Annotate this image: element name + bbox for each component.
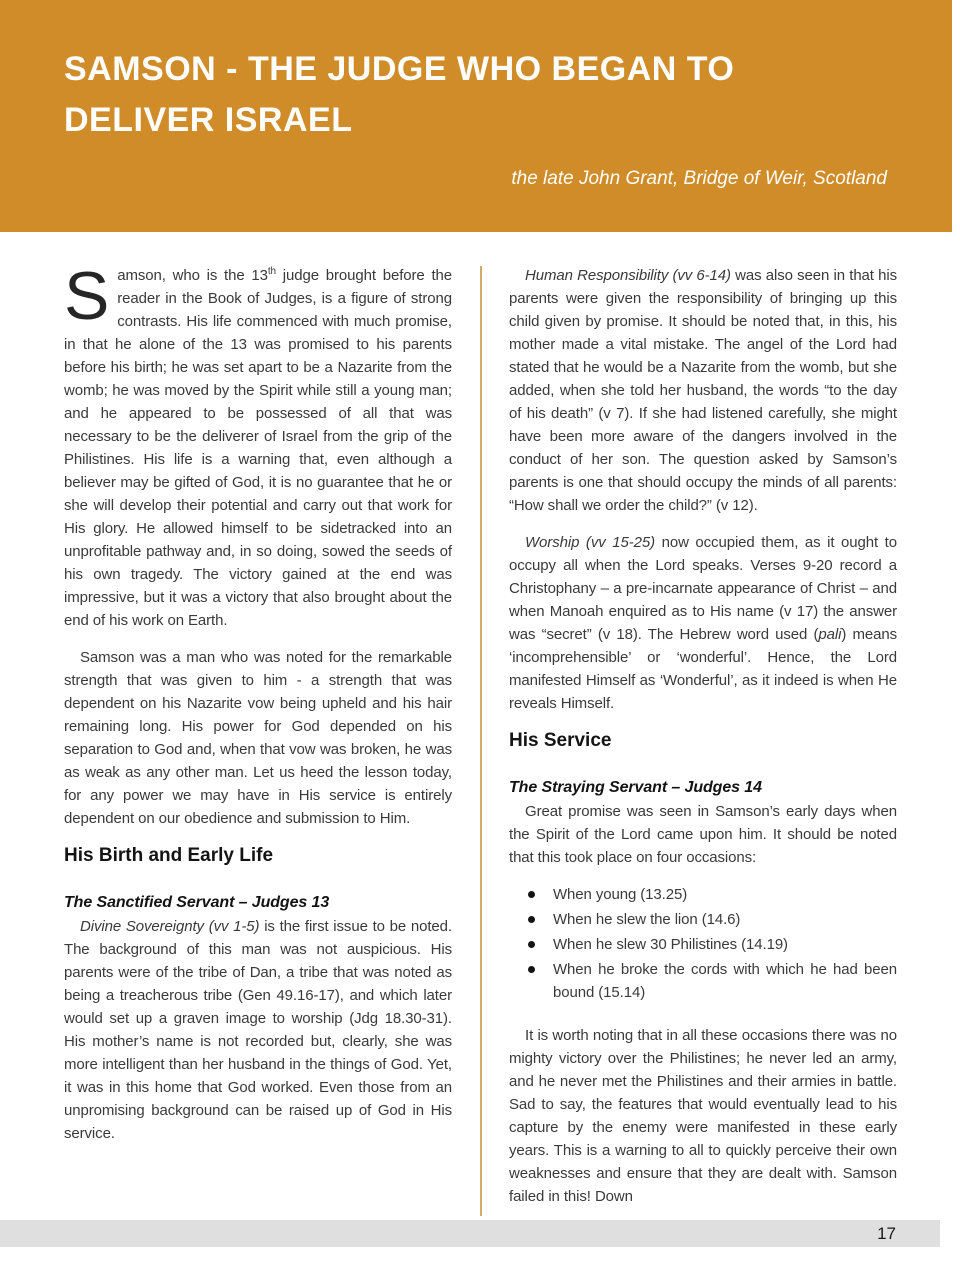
list-item: When he broke the cords with which he had been bound (15.14) [509, 958, 897, 1004]
section-heading: His Service [509, 730, 612, 751]
text-run-italic: Worship (vv 15-25) [525, 534, 655, 551]
article-title-line2: DELIVER ISRAEL [64, 101, 353, 139]
text-run: Great promise was seen in Samson’s early days when the Spirit of the Lord came upon him. It should be noted that this took place on four occasions: [509, 803, 897, 866]
list-item: When he slew the lion (14.6) [509, 908, 897, 931]
article-title-line1: SAMSON - THE JUDGE WHO BEGAN TO [64, 50, 735, 88]
text-run: ) means ‘incomprehensible’ or ‘wonderful’. Hence, the Lord manifested Himself as ‘Wonderful’, as it indeed is when He reveals Himself. [509, 626, 897, 712]
text-run: is the first issue to be noted. The background of this man was not auspicious. His parents were of the tribe of Dan, a tribe that was noted as being a treacherous tribe (Gen 49.16-17), and which later would set up a graven image to worship (Jdg 18.30-31). His mother’s name is not recorded but, clearly, she was more intelligent than her husband in the things of God. Yet, it was in this home that God worked. Even those from an unpromising background can be raised up of God in His service. [64, 918, 452, 1142]
text-run-italic: Human Responsibility (vv 6-14) [525, 267, 731, 284]
list-item: When he slew 30 Philistines (14.19) [509, 933, 897, 956]
text-run: Samson was a man who was noted for the remarkable strength that was given to him - a strength that was dependent on his Nazarite vow being upheld and his hair remaining long. His power for God depended on his separation to God and, when that vow was broken, he was as weak as any other man. Let us heed the lesson today, for any power we may have in His service is entirely dependent on our obedience and submission to Him. [64, 649, 452, 827]
sub-heading: The Sanctified Servant – Judges 13 [64, 894, 330, 911]
paragraph [64, 646, 452, 830]
list-item: When young (13.25) [509, 883, 897, 906]
sub-heading: The Straying Servant – Judges 14 [509, 779, 762, 796]
text-run: It is worth noting that in all these occasions there was no mighty victory over the Philistines; he never led an army, and he never met the Philistines and their armies in battle. Sad to say, the features that would eventually lead to his capture by the enemy were manifested in these early years. This is a warning to all to quickly perceive their own weaknesses and ensure that they are dealt with. Samson failed in this! Down [509, 1027, 897, 1205]
page-number-bar [0, 1220, 940, 1247]
paragraph [509, 531, 897, 715]
page-number: 17 [877, 1223, 896, 1243]
text-run: judge brought before the reader in the Book of Judges, is a figure of strong contrasts. His life commenced with much promise, in that he alone of the 13 was promised to his parents before his birth; he was set apart to be a Nazarite from the womb; he was moved by the Spirit while still a young man; and he appeared to be possessed of all that was necessary to be the deliverer of Israel from the grip of the Philistines. His life is a warning that, even although a believer may be gifted of God, it is no guarantee that he or she will develop their potential and carry out that work for His glory. He allowed himself to be sidetracked into an unprofitable pathway and, in so doing, sowed the seeds of his own tragedy. The victory gained at the end was impressive, but it was a victory that also brought about the end of his work on Earth. [64, 267, 452, 629]
drop-cap: S [64, 258, 110, 334]
article-header [0, 0, 952, 232]
paragraph [509, 800, 897, 869]
paragraph [64, 915, 452, 1145]
paragraph [509, 264, 897, 517]
paragraph [509, 1024, 897, 1208]
article-body [0, 250, 960, 1222]
right-column [509, 264, 897, 1222]
text-run: amson, who is the 13 [117, 267, 268, 284]
left-column [64, 258, 452, 1222]
text-run-italic: pali [818, 626, 842, 643]
text-run-italic: Divine Sovereignty (vv 1-5) [80, 918, 260, 935]
text-run: was also seen in that his parents were given the responsibility of bringing up this child given by promise. It should be noted that, in this, his mother made a vital mistake. The angel of the Lord had stated that he would be a Nazarite from the womb, but she added, when she told her husband, the words “to the day of his death” (v 7). If she had listened carefully, she might have been more aware of the dangers involved in the conduct of her son. The question asked by Samson’s parents is one that should occupy the minds of all parents: “How shall we order the child?” (v 12). [509, 267, 897, 514]
article-title [64, 44, 887, 146]
bullet-list [509, 883, 897, 1004]
column-divider [480, 266, 482, 1216]
text-run: now occupied them, as it ought to occupy all when the Lord speaks. Verses 9-20 record a Christophany – a pre-incarnate appearance of Christ – and when Manoah enquired as to His name (v 17) the answer was “secret” (v 18). The Hebrew word used ( [509, 534, 897, 643]
article-byline: the late John Grant, Bridge of Weir, Scotland [511, 168, 887, 189]
superscript: th [267, 266, 277, 277]
section-heading: His Birth and Early Life [64, 845, 274, 866]
drop-cap-paragraph [64, 258, 452, 632]
